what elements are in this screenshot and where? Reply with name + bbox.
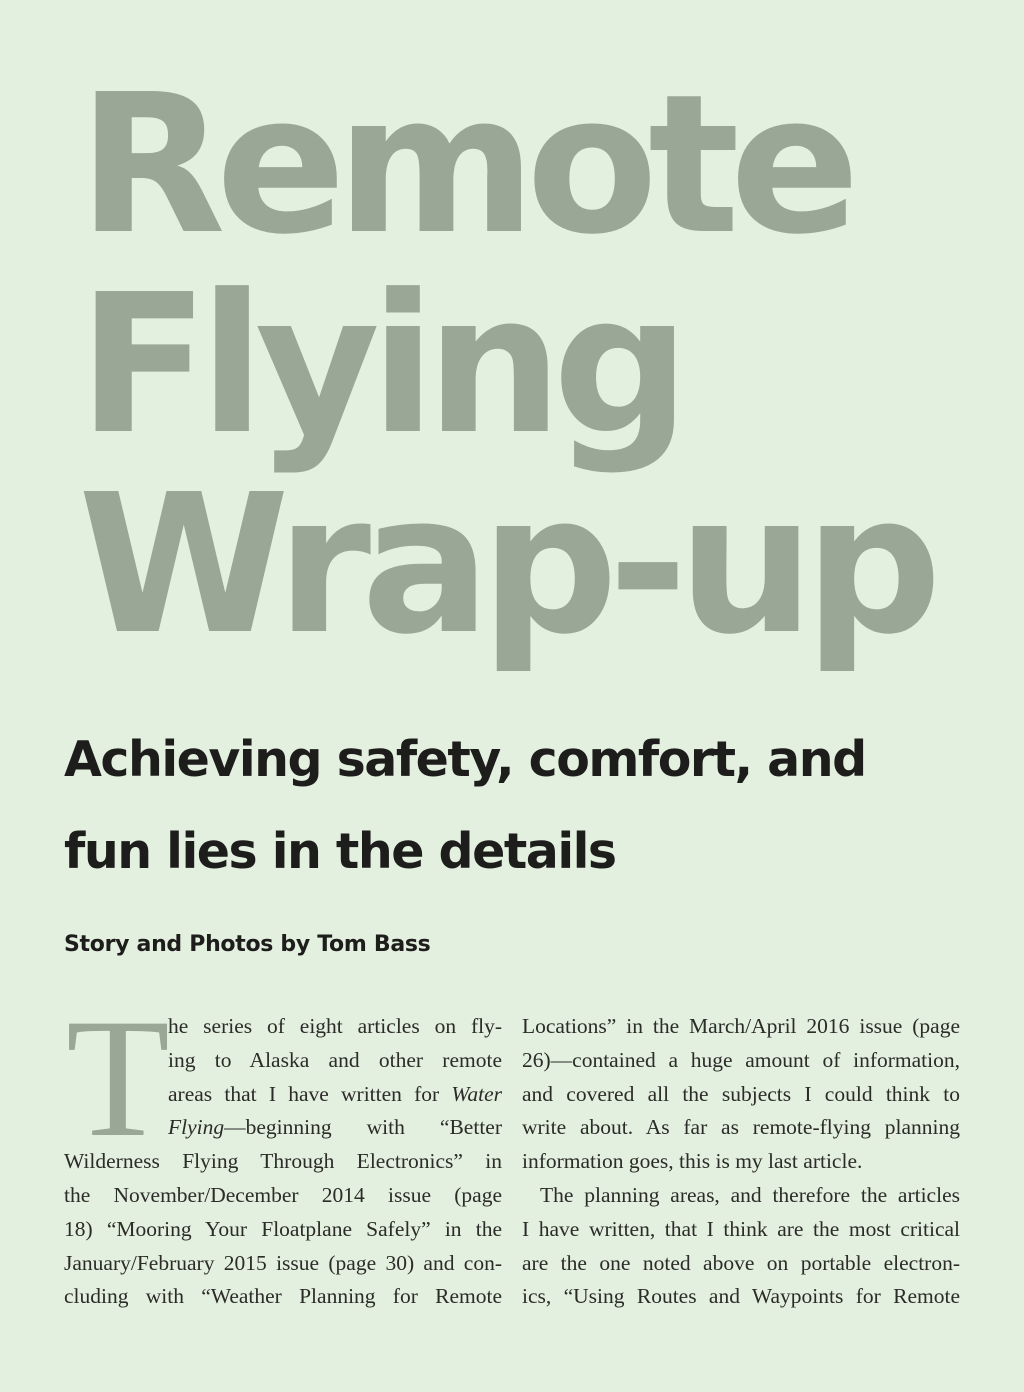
body-line: The planning areas, and therefore the articles — [540, 1182, 960, 1207]
body-line: January/February 2015 issue (page 30) and con- — [64, 1250, 502, 1275]
headline-line-3: Wrap-up — [78, 454, 932, 677]
body-line: information goes, this is my last article. — [522, 1149, 863, 1174]
body-line: cluding with “Weather Planning for Remote — [64, 1284, 502, 1309]
article-headline — [78, 54, 1008, 677]
body-line: write about. As far as remote-flying planning — [522, 1115, 960, 1140]
body-column-left — [64, 984, 502, 1314]
body-column-right — [522, 1010, 960, 1314]
body-line: Locations” in the March/April 2016 issue (page — [522, 1014, 960, 1038]
drop-cap-letter: T — [66, 984, 170, 1172]
headline-line-2: Flying — [78, 254, 681, 477]
body-line: ics, “Using Routes and Waypoints for Remote — [522, 1284, 960, 1309]
body-line: 26)—contained a huge amount of information, — [522, 1047, 960, 1072]
body-line: I have written, that I think are the most critical — [522, 1216, 960, 1241]
body-line: are the one noted above on portable electron- — [522, 1250, 960, 1275]
body-text-fragment: —beginning with “Better — [224, 1115, 502, 1140]
deck-line-2: fun lies in the details — [64, 823, 616, 880]
body-line: and covered all the subjects I could think to — [522, 1081, 960, 1106]
body-line: 18) “Mooring Your Floatplane Safely” in the — [64, 1216, 502, 1241]
body-line-with-italic — [168, 1111, 502, 1145]
byline: Story and Photos by Tom Bass — [64, 932, 431, 957]
deck-line-1: Achieving safety, comfort, and — [64, 731, 866, 788]
article-deck — [64, 714, 984, 898]
body-text-fragment: areas that I have written for — [168, 1081, 452, 1106]
magazine-title-italic: Flying — [168, 1115, 225, 1140]
magazine-title-italic: Water — [451, 1081, 502, 1106]
headline-line-1: Remote — [78, 54, 851, 277]
body-line: the November/December 2014 issue (page — [64, 1182, 502, 1207]
body-line: he series of eight articles on fly- — [168, 1014, 502, 1038]
body-line: ing to Alaska and other remote — [168, 1047, 502, 1072]
body-line: Wilderness Flying Through Electronics” in — [64, 1149, 502, 1174]
body-line-with-italic — [168, 1078, 502, 1112]
